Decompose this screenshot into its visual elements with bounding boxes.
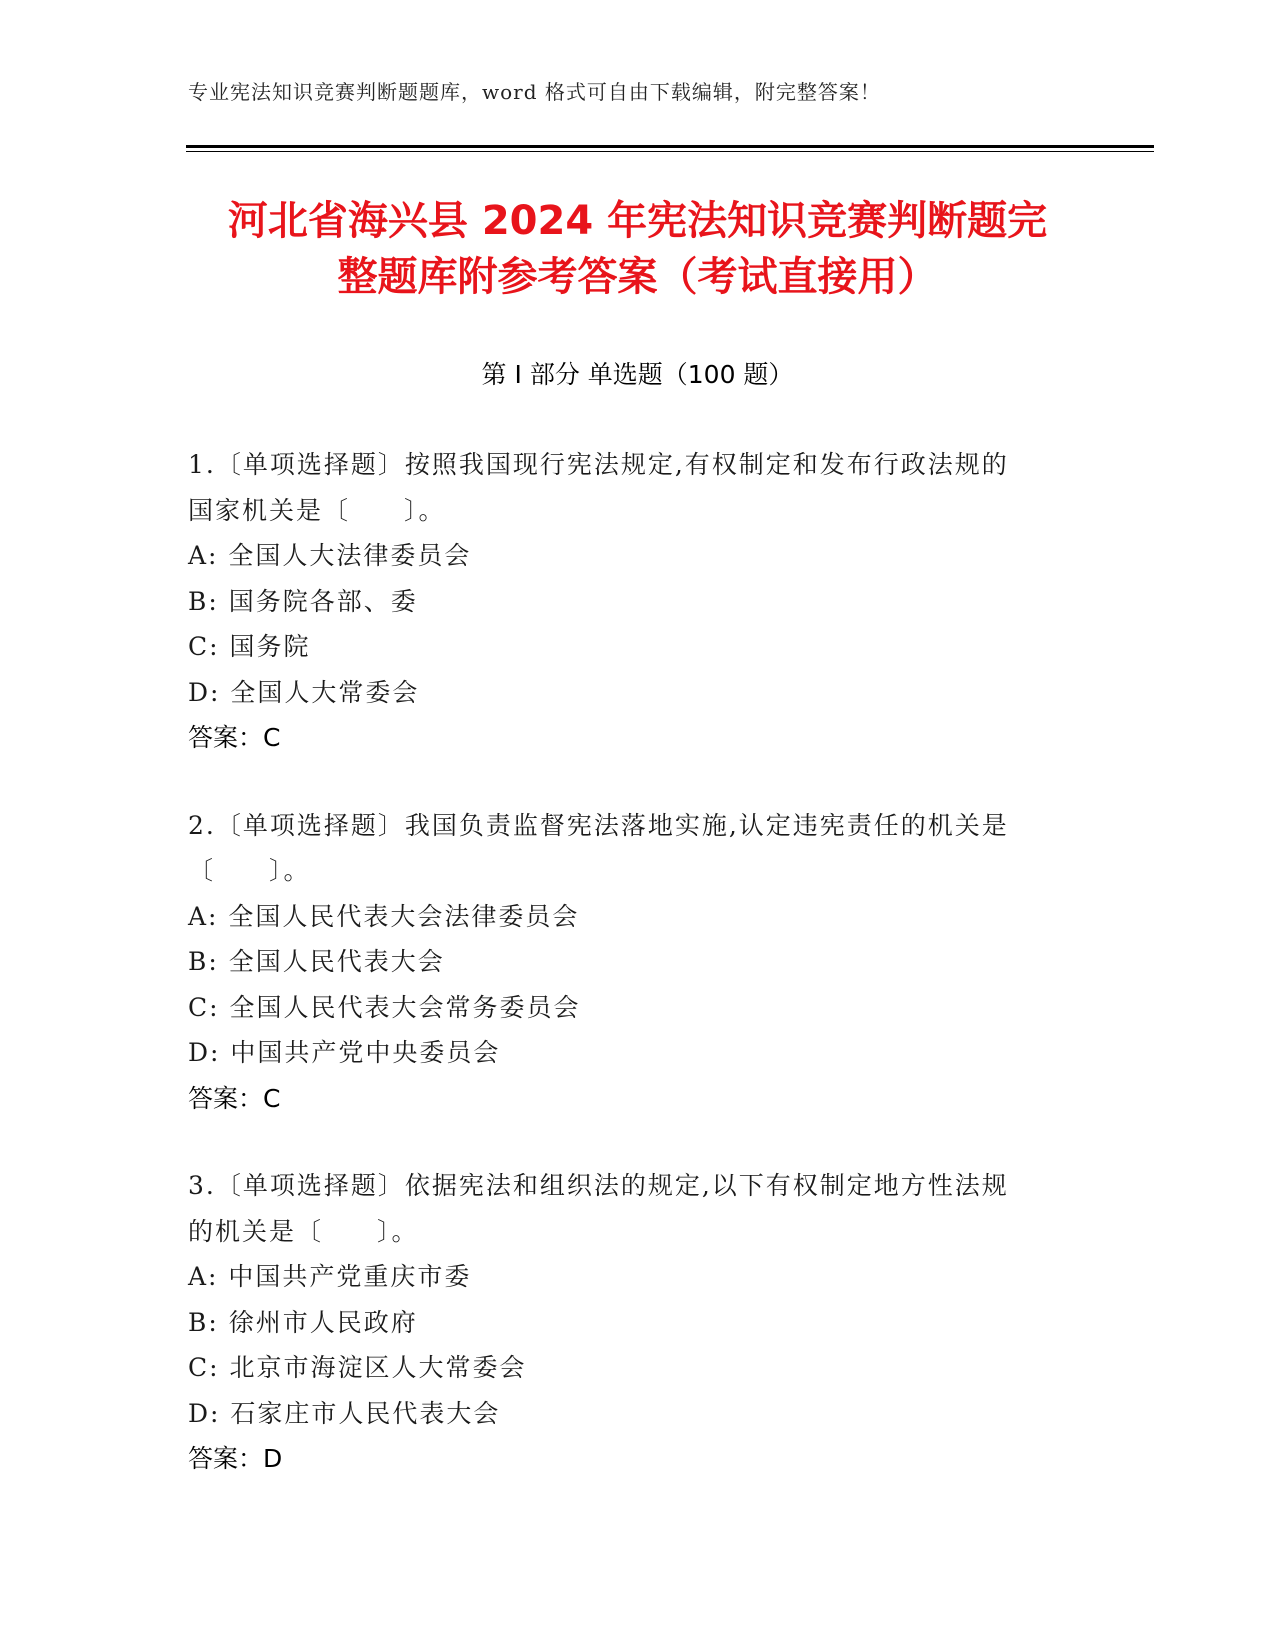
- question-item: [188, 442, 1088, 761]
- answer-line: 答案：C: [188, 1083, 281, 1113]
- answer-line: 答案：D: [188, 1444, 283, 1473]
- option-d: D: 石家庄市人民代表大会: [188, 1398, 501, 1428]
- option-b: B: 全国人民代表大会: [188, 947, 445, 976]
- answer-line: 答案：C: [188, 723, 281, 752]
- option-c: C: 国务院: [188, 632, 311, 661]
- question-stem-continued: 〔 〕。: [188, 856, 311, 885]
- question-stem-continued: 国家机关是〔 〕。: [188, 495, 446, 525]
- option-d: D: 中国共产党中央委员会: [188, 1038, 501, 1067]
- document-title-line-2: 整题库附参考答案（考试直接用）: [337, 254, 938, 300]
- section-title: 第 I 部分 单选题（100 题）: [481, 360, 794, 389]
- question-item: [188, 1163, 1088, 1482]
- page-header-text: 专业宪法知识竞赛判断题题库，word 格式可自由下载编辑，附完整答案！: [188, 80, 881, 104]
- question-item: [188, 803, 1088, 1122]
- document-title-line-1: 河北省海兴县 2024 年宪法知识竞赛判断题完: [227, 198, 1048, 244]
- header-divider-thin: [186, 151, 1154, 152]
- question-stem: 2.〔单项选择题〕我国负责监督宪法落地实施,认定违宪责任的机关是: [188, 810, 1009, 840]
- option-c: C: 北京市海淀区人大常委会: [188, 1353, 527, 1382]
- question-list: [188, 442, 1088, 1524]
- question-stem: 3.〔单项选择题〕依据宪法和组织法的规定,以下有权制定地方性法规: [188, 1171, 1009, 1200]
- option-a: A: 中国共产党重庆市委: [188, 1262, 472, 1291]
- option-c: C: 全国人民代表大会常务委员会: [188, 992, 581, 1022]
- option-a: A: 全国人民代表大会法律委员会: [188, 901, 580, 931]
- option-b: B: 徐州市人民政府: [188, 1307, 418, 1337]
- question-stem: 1.〔单项选择题〕按照我国现行宪法规定,有权制定和发布行政法规的: [188, 450, 1009, 479]
- document-title: [150, 193, 1125, 305]
- option-b: B: 国务院各部、委: [188, 586, 418, 616]
- question-stem-continued: 的机关是〔 〕。: [188, 1216, 419, 1246]
- option-d: D: 全国人大常委会: [188, 677, 420, 707]
- option-a: A: 全国人大法律委员会: [188, 541, 472, 570]
- header-divider-thick: [186, 145, 1154, 148]
